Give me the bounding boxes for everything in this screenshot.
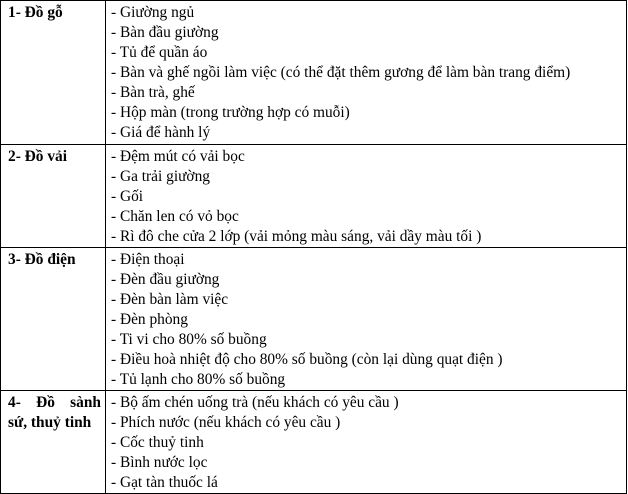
list-item: - Cốc thuỷ tinh — [111, 434, 204, 451]
table-body — [1, 1, 627, 494]
list-item: - Tủ lạnh cho 80% số buồng — [111, 371, 286, 388]
list-item: - Điều hoà nhiệt độ cho 80% số buồng (còn lại dùng quạt điện ) — [111, 351, 503, 368]
category-cell — [1, 145, 106, 248]
list-item: - Tủ để quần áo — [111, 44, 208, 61]
list-item: - Ti vi cho 80% số buồng — [111, 331, 267, 348]
list-item: - Bàn trà, ghế — [111, 84, 195, 101]
list-item: - Chăn len có vỏ bọc — [111, 208, 239, 225]
category-label: 3- Đồ điện — [8, 251, 76, 268]
list-item: - Bàn và ghế ngồi làm việc (có thể đặt thêm gương để làm bàn trang điểm) — [111, 64, 571, 81]
category-cell — [1, 391, 106, 494]
category-cell — [1, 248, 106, 391]
list-item: - Đèn đầu giường — [111, 271, 220, 288]
table-row-electric — [1, 248, 627, 391]
list-item: - Bàn đầu giường — [111, 24, 219, 41]
category-label: 4- Đồ sành sứ, thuỷ tinh — [8, 394, 101, 431]
list-item: - Ga trải giường — [111, 168, 210, 185]
list-item: - Giá để hành lý — [111, 124, 211, 141]
table-row-ceramic-glass — [1, 391, 627, 494]
list-item: - Bộ ấm chén uống trà (nếu khách có yêu cầu ) — [111, 394, 399, 411]
list-item: - Điện thoại — [111, 251, 185, 268]
category-label: 2- Đồ vải — [8, 148, 67, 165]
list-item: - Gạt tàn thuốc lá — [111, 474, 218, 491]
table-row-fabric — [1, 145, 627, 248]
list-item: - Đèn phòng — [111, 311, 188, 328]
list-item: - Đèn bàn làm việc — [111, 291, 229, 308]
list-item: - Phích nước (nếu khách có yêu cầu ) — [111, 414, 341, 431]
category-cell — [1, 1, 106, 145]
list-item: - Bình nước lọc — [111, 454, 208, 471]
list-item: - Rì đô che cửa 2 lớp (vải mỏng màu sáng, vải dầy màu tối ) — [111, 228, 482, 245]
category-label: 1- Đồ gỗ — [8, 4, 63, 21]
list-item: - Hộp màn (trong trường hợp có muỗi) — [111, 104, 350, 121]
list-item: - Giường ngủ — [111, 4, 195, 21]
items-cell — [106, 248, 627, 391]
items-cell — [106, 1, 627, 145]
list-item: - Gối — [111, 188, 144, 205]
items-cell — [106, 145, 627, 248]
list-item: - Đệm mút có vải bọc — [111, 148, 245, 165]
table-row-wood — [1, 1, 627, 145]
items-cell — [106, 391, 627, 494]
